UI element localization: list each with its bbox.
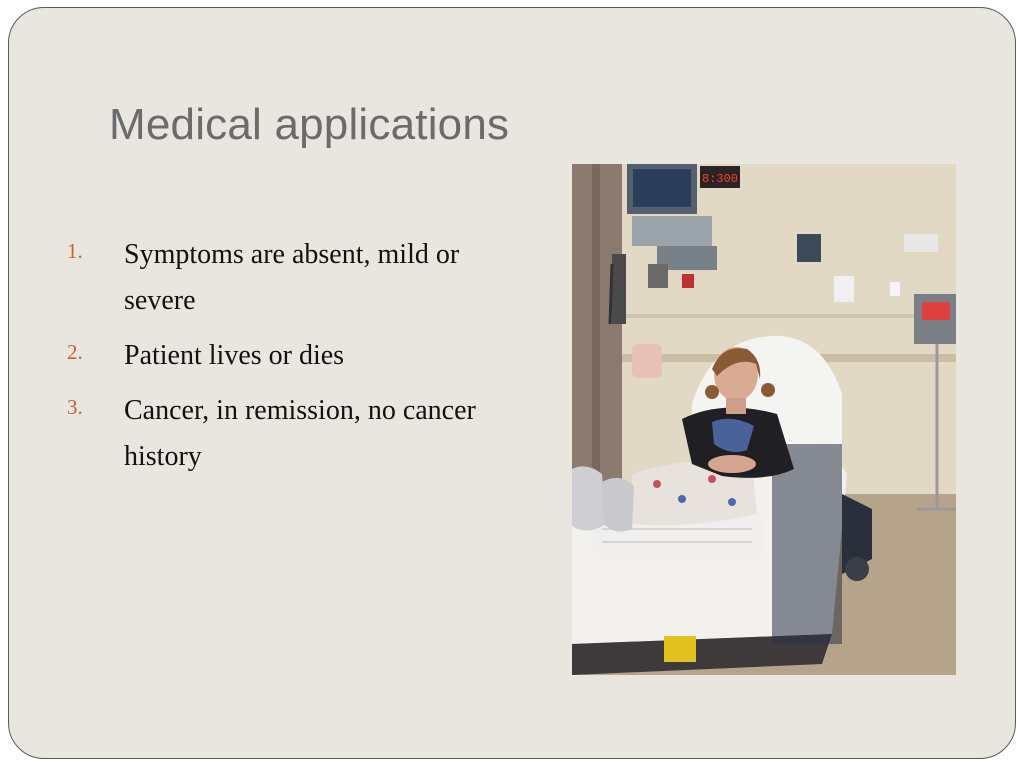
list-item [67,388,497,480]
numbered-list [67,232,497,489]
list-item-text: Cancer, in remission, no cancer history [124,395,476,472]
list-item [67,333,497,379]
slide-title: Medical applications [109,100,510,149]
list-number: 1. [67,239,83,263]
monitor-readout: 8:300 [701,172,739,186]
list-item-text: Patient lives or dies [124,340,345,371]
list-item [67,232,497,324]
list-item-text: Symptoms are absent, mild or severe [124,239,460,316]
list-number: 2. [67,340,83,364]
slide [8,7,1016,759]
list-number: 3. [67,395,83,419]
hospital-bed-photo [572,164,956,675]
